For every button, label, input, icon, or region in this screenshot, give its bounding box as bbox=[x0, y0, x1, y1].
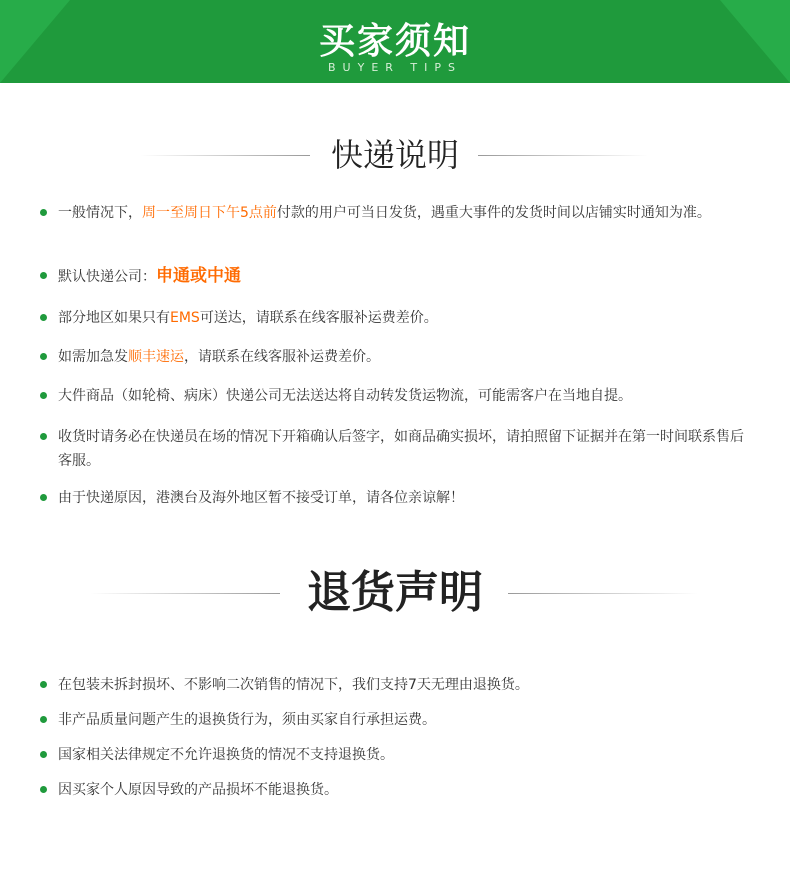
list-item: 默认快递公司：申通或中通 bbox=[34, 264, 758, 289]
bullet-icon bbox=[40, 272, 47, 279]
list-item: 如需加急发顺丰速运，请联系在线客服补运费差价。 bbox=[34, 345, 758, 369]
bullet-icon bbox=[40, 353, 47, 360]
list-item: 收货时请务必在快递员在场的情况下开箱确认后签字，如商品确实损坏，请拍照留下证据并在第一时间联系售后客服。 bbox=[34, 425, 748, 473]
shipping-heading-label: 快递说明 bbox=[323, 133, 467, 177]
list-item: 因买家个人原因导致的产品损坏不能退换货。 bbox=[34, 778, 758, 802]
bullet-icon bbox=[40, 392, 47, 399]
heading-divider-left bbox=[140, 155, 310, 156]
header-banner bbox=[0, 0, 790, 83]
list-item: 在包装未拆封损坏、不影响二次销售的情况下，我们支持7天无理由退换货。 bbox=[34, 673, 758, 697]
bullet-icon bbox=[40, 681, 47, 688]
bullet-icon bbox=[40, 433, 47, 440]
list-item: 大件商品（如轮椅、病床）快递公司无法送达将自动转发货运物流，可能需客户在当地自提。 bbox=[34, 384, 758, 408]
banner-subtitle: BUYER TIPS bbox=[328, 61, 462, 74]
bullet-icon bbox=[40, 209, 47, 216]
list-item: 一般情况下，周一至周日下午5点前付款的用户可当日发货，遇重大事件的发货时间以店铺实时通知为准。 bbox=[34, 201, 748, 225]
bullet-icon bbox=[40, 751, 47, 758]
highlight-text: 顺丰速运 bbox=[128, 349, 184, 365]
heading-divider-right bbox=[478, 155, 648, 156]
bullet-icon bbox=[40, 494, 47, 501]
highlight-text: 申通或中通 bbox=[156, 266, 241, 286]
list-item: 由于快递原因，港澳台及海外地区暂不接受订单，请各位亲谅解！ bbox=[34, 486, 758, 510]
list-item: 国家相关法律规定不允许退换货的情况不支持退换货。 bbox=[34, 743, 758, 767]
list-item: 非产品质量问题产生的退换货行为，须由买家自行承担运费。 bbox=[34, 708, 758, 732]
bullet-icon bbox=[40, 314, 47, 321]
heading-divider-left bbox=[90, 593, 280, 594]
bullet-icon bbox=[40, 716, 47, 723]
returns-heading-label: 退货声明 bbox=[299, 565, 491, 621]
highlight-text: EMS bbox=[170, 310, 200, 326]
highlight-text: 周一至周日下午5点前 bbox=[142, 205, 277, 221]
list-item: 部分地区如果只有EMS可送达，请联系在线客服补运费差价。 bbox=[34, 306, 758, 330]
banner-title: 买家须知 bbox=[318, 21, 471, 62]
bullet-icon bbox=[40, 786, 47, 793]
returns-heading bbox=[0, 565, 790, 621]
shipping-heading bbox=[0, 133, 790, 177]
heading-divider-right bbox=[508, 593, 698, 594]
